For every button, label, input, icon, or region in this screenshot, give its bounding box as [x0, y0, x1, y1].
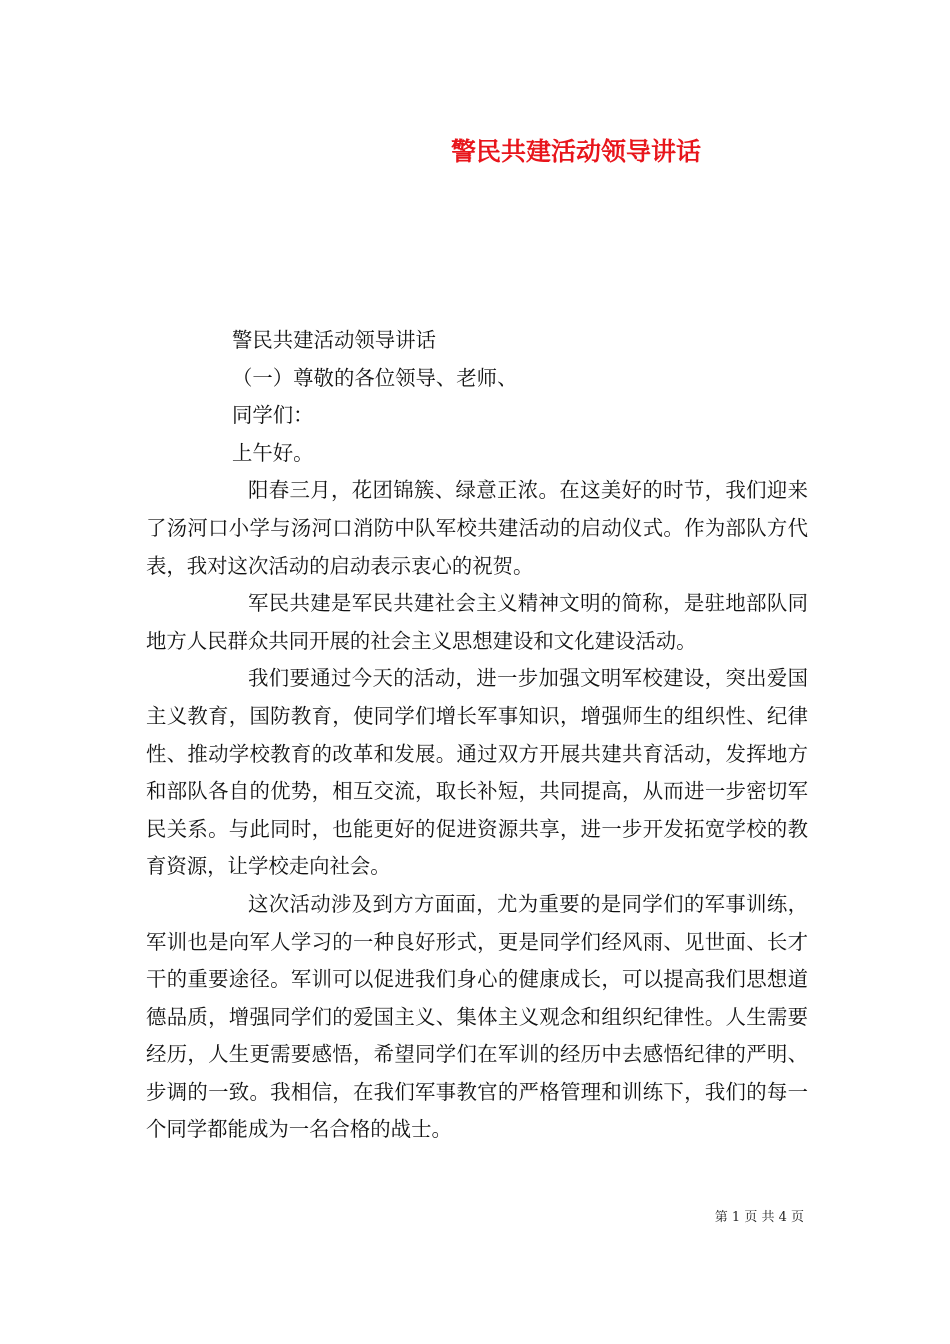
- document-title: 警民共建活动领导讲话: [450, 137, 701, 166]
- greeting-line-3: 上午好。: [232, 440, 314, 465]
- paragraph: 我们要通过今天的活动，进一步加强文明军校建设，突出爱国主义教育，国防教育，使同学们增长军事知识，增强师生的组织性、纪律性、推动学校教育的改革和发展。通过双方开展共建共育活动，发挥地方和部队各自的优势，相互交流，取长补短，共同提高，从而进一步密切军民关系。与此同时，也能更好的促进资源共享，进一步开发拓宽学校的教育资源，让学校走向社会。: [146, 666, 808, 879]
- document-body: [146, 322, 808, 1149]
- greeting-line-1: （一）尊敬的各位领导、老师、: [232, 365, 518, 390]
- paragraph: 阳春三月，花团锦簇、绿意正浓。在这美好的时节，我们迎来了汤河口小学与汤河口消防中队军校共建活动的启动仪式。作为部队方代表，我对这次活动的启动表示衷心的祝贺。: [146, 478, 808, 578]
- paragraph: 军民共建是军民共建社会主义精神文明的简称，是驻地部队同地方人民群众共同开展的社会主义思想建设和文化建设活动。: [146, 591, 808, 653]
- paragraph: 这次活动涉及到方方面面，尤为重要的是同学们的军事训练，军训也是向军人学习的一种良好形式，更是同学们经风雨、见世面、长才干的重要途径。军训可以促进我们身心的健康成长，可以提高我们思想道德品质，增强同学们的爱国主义、集体主义观念和组织纪律性。人生需要经历，人生更需要感悟，希望同学们在军训的经历中去感悟纪律的严明、步调的一致。我相信，在我们军事教官的严格管理和训练下，我们的每一个同学都能成为一名合格的战士。: [146, 891, 808, 1142]
- greeting-line-2: 同学们：: [232, 403, 314, 428]
- page-number: 第 1 页 共 4 页: [714, 1210, 804, 1225]
- body-subtitle: 警民共建活动领导讲话: [232, 328, 436, 352]
